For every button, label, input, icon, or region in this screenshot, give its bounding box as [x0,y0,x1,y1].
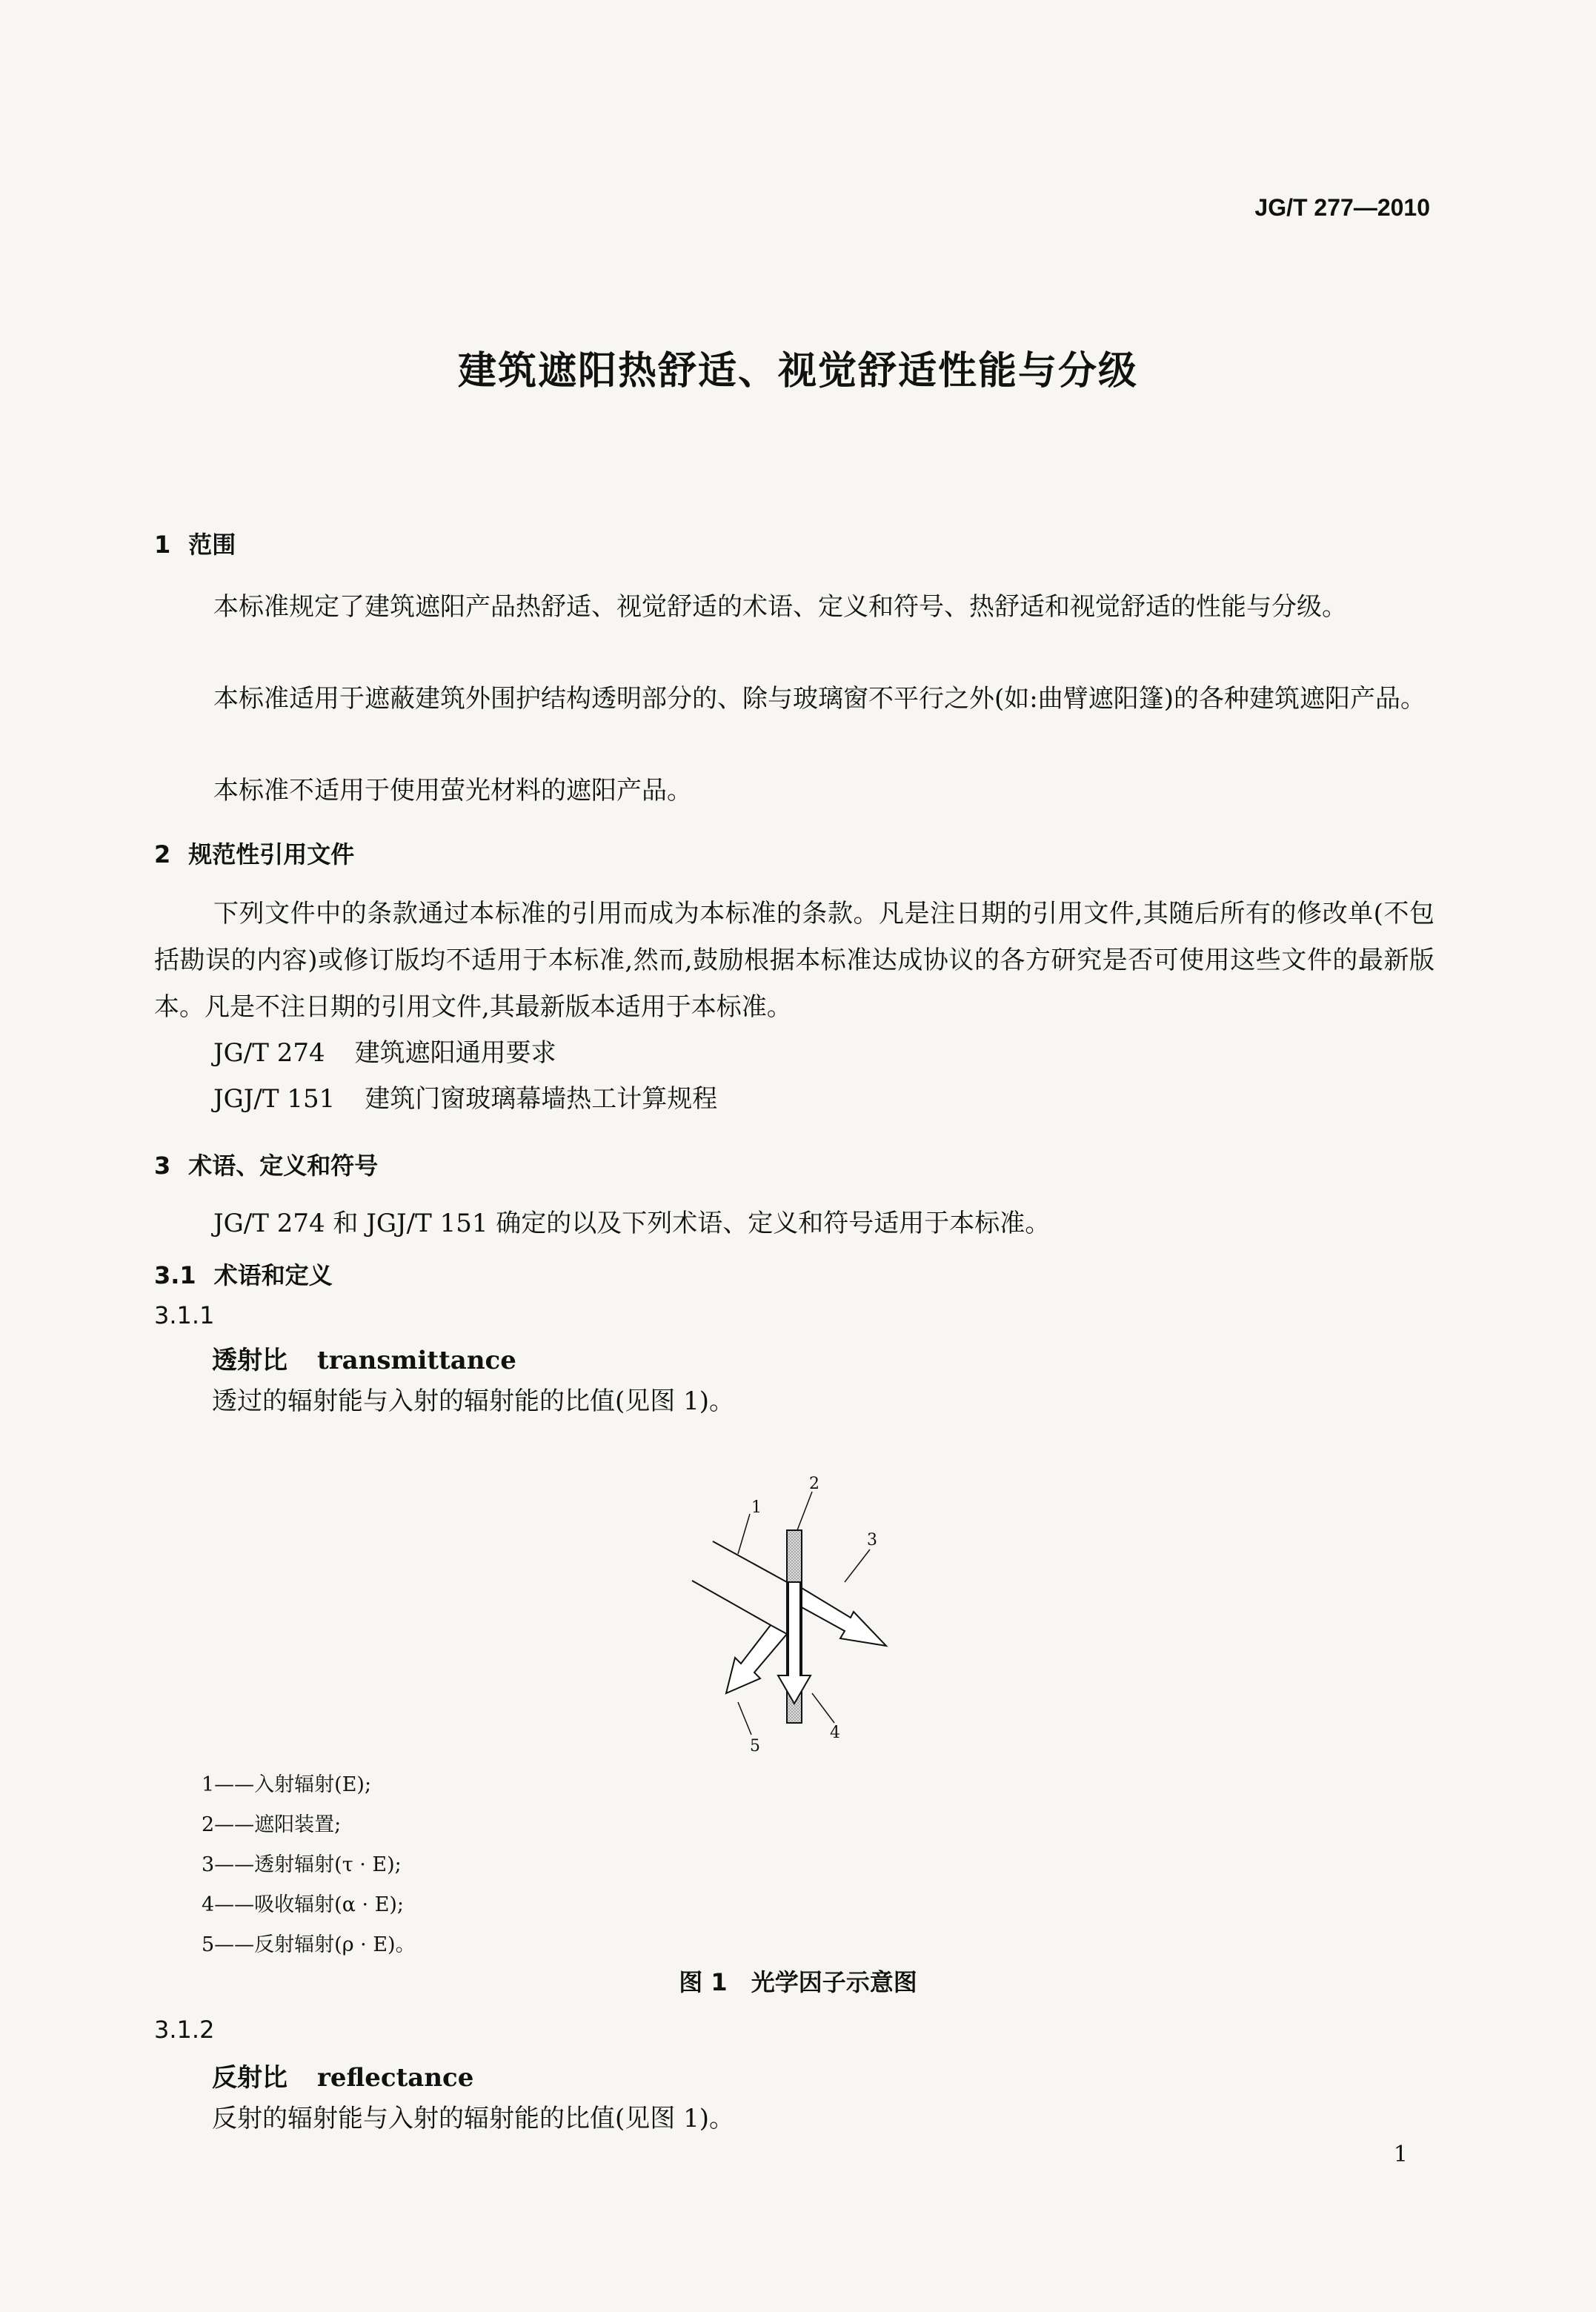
normative-paragraph: 下列文件中的条款通过本标准的引用而成为本标准的条款。凡是注日期的引用文件,其随后所有的修改单(不包括勘误的内容)或修订版均不适用于本标准,然而,鼓励根据本标准达成协议的各方研究是否可使用这些文件的最新版本。凡是不注日期的引用文件,其最新版本适用于本标准。 [154,899,1434,1022]
scope-paragraph-1: 本标准规定了建筑遮阳产品热舒适、视觉舒适的术语、定义和符号、热舒适和视觉舒适的性能与分级。 [213,592,1347,622]
callout-leader [845,1549,870,1582]
term-number: 3.1.1 [154,1301,215,1329]
term-definition: 透过的辐射能与入射的辐射能的比值(见图 1)。 [212,1386,734,1416]
section-2-heading [154,836,354,870]
callout-4: 4 [830,1724,840,1742]
callout-1: 1 [751,1498,762,1517]
reference-title: 建筑遮阳通用要求 [354,1038,556,1068]
term-zh: 反射比 [212,2063,287,2093]
reference-code: JGJ/T 151 [213,1084,336,1114]
figure-legend-item: 3——透射辐射(τ · E); [202,1853,402,1876]
scope-paragraph-3: 本标准不适用于使用萤光材料的遮阳产品。 [213,776,692,805]
reference-code: JG/T 274 [213,1038,325,1068]
reflected-arrow [726,1625,787,1693]
term-zh: 透射比 [212,1346,287,1375]
figure-caption-number: 图 1 [679,1968,728,1996]
subsection-title: 术语和定义 [213,1261,333,1289]
figure-caption-title: 光学因子示意图 [751,1968,917,1996]
term-name [212,1340,516,1376]
section-number: 3 [154,1152,171,1180]
reflected-ray [692,1581,771,1625]
section-number: 1 [154,531,171,559]
section-title: 范围 [188,531,236,559]
page-number: 1 [1393,2142,1408,2168]
section-3-heading [154,1147,378,1181]
optical-factors-diagram [667,1471,919,1782]
document-title: 建筑遮阳热舒适、视觉舒适性能与分级 [457,349,1138,393]
callout-2: 2 [809,1475,819,1493]
terms-intro: JG/T 274 和 JGJ/T 151 确定的以及下列术语、定义和符号适用于本标准。 [213,1209,1051,1238]
incident-ray [713,1541,787,1582]
figure-caption [0,1964,1596,1998]
section-title: 规范性引用文件 [188,840,355,868]
callout-leader [812,1693,834,1723]
scope-paragraph-2: 本标准适用于遮蔽建筑外围护结构透明部分的、除与玻璃窗不平行之外(如:曲臂遮阳篷)的各种建筑遮阳产品。 [213,684,1426,714]
term-en: reflectance [317,2063,474,2093]
callout-5: 5 [750,1737,760,1755]
callout-leader [738,1514,750,1554]
figure-legend-item: 4——吸收辐射(α · E); [202,1893,405,1916]
reference-title: 建筑门窗玻璃幕墙热工计算规程 [365,1084,718,1114]
term-name [212,2057,473,2093]
term-en: transmittance [317,1346,516,1375]
transmitted-arrow [802,1588,886,1646]
standard-code: JG/T 277—2010 [1254,194,1430,221]
callout-3: 3 [867,1531,877,1549]
callout-leader [738,1702,751,1735]
subsection-number: 3.1 [154,1261,196,1289]
reference-item [213,1030,556,1077]
term-definition: 反射的辐射能与入射的辐射能的比值(见图 1)。 [212,2104,734,2133]
callout-leader [797,1492,812,1530]
figure-legend-item: 5——反射辐射(ρ · E)。 [202,1933,416,1956]
reference-item [213,1076,717,1123]
section-number: 2 [154,840,171,868]
section-title: 术语、定义和符号 [188,1152,379,1180]
section-1-heading [154,526,236,560]
figure-legend-item: 2——遮阳装置; [202,1813,342,1836]
subsection-heading [154,1257,333,1291]
figure-legend-item: 1——入射辐射(E); [202,1773,372,1796]
term-number: 3.1.2 [154,2016,215,2044]
